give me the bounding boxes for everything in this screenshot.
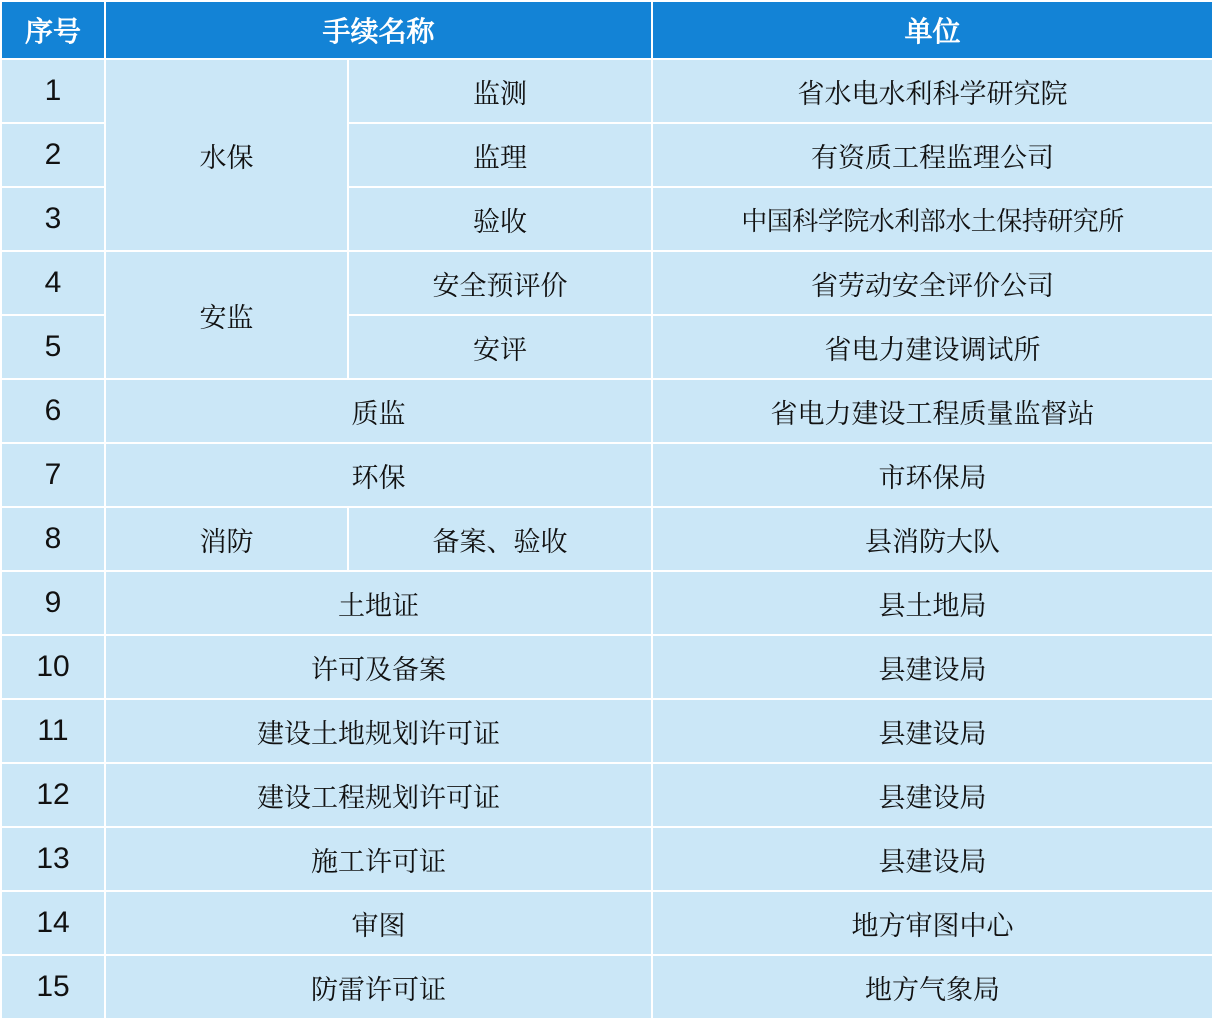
row-index: 1 — [1, 59, 105, 123]
row-name: 环保 — [105, 443, 652, 507]
row-index: 14 — [1, 891, 105, 955]
row-unit: 县建设局 — [652, 635, 1212, 699]
row-index: 10 — [1, 635, 105, 699]
row-unit: 市环保局 — [652, 443, 1212, 507]
table-row — [1, 443, 1212, 507]
row-name: 审图 — [105, 891, 652, 955]
row-name: 许可及备案 — [105, 635, 652, 699]
row-index: 3 — [1, 187, 105, 251]
row-unit: 县消防大队 — [652, 507, 1212, 571]
table-row — [1, 59, 1212, 123]
table-row — [1, 507, 1212, 571]
table-row — [1, 635, 1212, 699]
row-index: 5 — [1, 315, 105, 379]
table-header-row — [1, 1, 1212, 59]
table-row — [1, 891, 1212, 955]
row-index: 6 — [1, 379, 105, 443]
column-header-name: 手续名称 — [105, 1, 652, 59]
row-group-label: 安监 — [105, 251, 348, 379]
row-unit: 地方审图中心 — [652, 891, 1212, 955]
row-index: 12 — [1, 763, 105, 827]
row-unit: 省水电水利科学研究院 — [652, 59, 1212, 123]
row-sub-label: 监测 — [348, 59, 652, 123]
row-group-label: 水保 — [105, 59, 348, 251]
row-index: 7 — [1, 443, 105, 507]
table-header — [1, 1, 1212, 59]
row-unit: 有资质工程监理公司 — [652, 123, 1212, 187]
row-unit: 省电力建设工程质量监督站 — [652, 379, 1212, 443]
row-unit: 县建设局 — [652, 763, 1212, 827]
row-unit: 县建设局 — [652, 827, 1212, 891]
table-row — [1, 379, 1212, 443]
table-body — [1, 59, 1212, 1019]
row-index: 9 — [1, 571, 105, 635]
row-name: 施工许可证 — [105, 827, 652, 891]
row-unit: 省电力建设调试所 — [652, 315, 1212, 379]
row-unit: 地方气象局 — [652, 955, 1212, 1019]
row-unit: 县建设局 — [652, 699, 1212, 763]
row-sub-label: 安评 — [348, 315, 652, 379]
table-row — [1, 699, 1212, 763]
table-row — [1, 827, 1212, 891]
row-sub-label: 备案、验收 — [348, 507, 652, 571]
column-header-no: 序号 — [1, 1, 105, 59]
row-group-label: 消防 — [105, 507, 348, 571]
row-name: 建设工程规划许可证 — [105, 763, 652, 827]
table-row — [1, 571, 1212, 635]
row-sub-label: 监理 — [348, 123, 652, 187]
row-sub-label: 验收 — [348, 187, 652, 251]
row-index: 8 — [1, 507, 105, 571]
row-unit: 省劳动安全评价公司 — [652, 251, 1212, 315]
row-unit: 县土地局 — [652, 571, 1212, 635]
row-index: 2 — [1, 123, 105, 187]
row-name: 土地证 — [105, 571, 652, 635]
row-index: 4 — [1, 251, 105, 315]
table-row — [1, 955, 1212, 1019]
row-index: 11 — [1, 699, 105, 763]
table-row — [1, 251, 1212, 315]
row-name: 质监 — [105, 379, 652, 443]
row-index: 13 — [1, 827, 105, 891]
row-name: 建设土地规划许可证 — [105, 699, 652, 763]
row-index: 15 — [1, 955, 105, 1019]
column-header-unit: 单位 — [652, 1, 1212, 59]
row-unit: 中国科学院水利部水土保持研究所 — [652, 187, 1212, 251]
table-row — [1, 763, 1212, 827]
row-name: 防雷许可证 — [105, 955, 652, 1019]
row-sub-label: 安全预评价 — [348, 251, 652, 315]
